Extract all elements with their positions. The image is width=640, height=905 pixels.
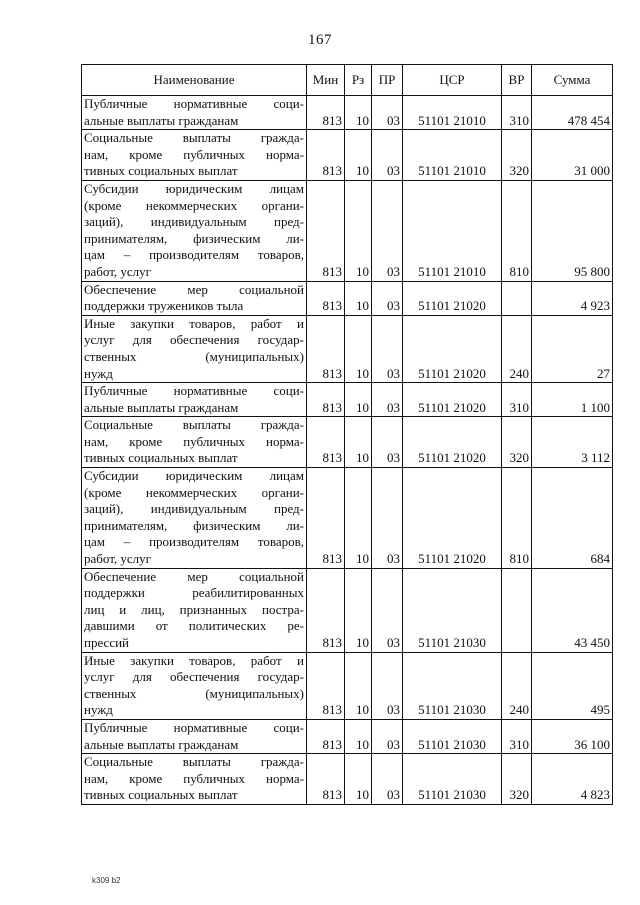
header-rz: Рз xyxy=(345,65,372,96)
row-min-cell: 813 xyxy=(307,180,345,281)
row-sum-cell: 31 000 xyxy=(532,130,613,181)
row-csr-cell: 51101 21020 xyxy=(403,468,502,569)
table-row xyxy=(82,383,613,417)
row-name-line: нужд xyxy=(84,365,113,381)
row-name-cell xyxy=(82,315,307,382)
row-csr-cell: 51101 21010 xyxy=(403,96,502,130)
row-sum-cell: 43 450 xyxy=(532,568,613,652)
row-name-line: альные выплаты гражданам xyxy=(84,112,239,128)
row-min-cell: 813 xyxy=(307,754,345,805)
table-row xyxy=(82,130,613,181)
row-name-line: нужд xyxy=(84,702,113,718)
row-rz-cell: 10 xyxy=(345,468,372,569)
row-sum-cell: 495 xyxy=(532,652,613,719)
row-vr-cell: 240 xyxy=(502,315,532,382)
row-name-line: Социальные выплаты гражда- xyxy=(84,130,304,146)
row-sum-cell: 1 100 xyxy=(532,383,613,417)
row-min-cell: 813 xyxy=(307,96,345,130)
row-name-cell xyxy=(82,180,307,281)
row-vr-cell: 320 xyxy=(502,754,532,805)
row-vr-cell: 810 xyxy=(502,468,532,569)
row-rz-cell: 10 xyxy=(345,130,372,181)
row-name-cell xyxy=(82,568,307,652)
row-name-cell xyxy=(82,652,307,719)
row-name-line: (кроме некоммерческих органи- xyxy=(84,484,304,500)
row-min-cell: 813 xyxy=(307,130,345,181)
row-name-line: ственных (муниципальных) xyxy=(84,348,304,364)
row-name-cell xyxy=(82,719,307,753)
header-vr: ВР xyxy=(502,65,532,96)
row-name-line: ственных (муниципальных) xyxy=(84,685,304,701)
row-name-line: (кроме некоммерческих органи- xyxy=(84,197,304,213)
row-name-line: лиц и лиц, признанных постра- xyxy=(84,601,304,617)
row-rz-cell: 10 xyxy=(345,568,372,652)
page-number: 167 xyxy=(308,32,332,48)
row-pr-cell: 03 xyxy=(372,417,403,468)
table-row xyxy=(82,96,613,130)
header-name: Наименование xyxy=(82,65,307,96)
row-name-cell xyxy=(82,96,307,130)
row-name-line: Субсидии юридическим лицам xyxy=(84,468,304,484)
row-sum-cell: 95 800 xyxy=(532,180,613,281)
row-name-line: Публичные нормативные соци- xyxy=(84,96,304,111)
row-csr-cell: 51101 21030 xyxy=(403,719,502,753)
header-sum: Сумма xyxy=(532,65,613,96)
row-pr-cell: 03 xyxy=(372,130,403,181)
row-name-line: нам, кроме публичных норма- xyxy=(84,146,304,162)
row-rz-cell: 10 xyxy=(345,719,372,753)
row-name-line: тивных социальных выплат xyxy=(84,787,238,803)
row-vr-cell xyxy=(502,281,532,315)
row-vr-cell: 810 xyxy=(502,180,532,281)
row-csr-cell: 51101 21020 xyxy=(403,417,502,468)
row-vr-cell: 240 xyxy=(502,652,532,719)
row-pr-cell: 03 xyxy=(372,96,403,130)
row-name-line: заций), индивидуальным пред- xyxy=(84,501,304,517)
row-csr-cell: 51101 21020 xyxy=(403,383,502,417)
row-csr-cell: 51101 21020 xyxy=(403,281,502,315)
row-name-line: поддержки реабилитированных xyxy=(84,585,304,601)
row-vr-cell xyxy=(502,568,532,652)
row-pr-cell: 03 xyxy=(372,383,403,417)
row-pr-cell: 03 xyxy=(372,315,403,382)
row-vr-cell: 310 xyxy=(502,383,532,417)
row-sum-cell: 684 xyxy=(532,468,613,569)
row-name-line: Иные закупки товаров, работ и xyxy=(84,652,304,668)
row-name-line: Обеспечение мер социальной xyxy=(84,568,304,584)
row-name-line: Иные закупки товаров, работ и xyxy=(84,315,304,331)
table-row xyxy=(82,468,613,569)
row-name-cell xyxy=(82,281,307,315)
row-csr-cell: 51101 21030 xyxy=(403,568,502,652)
row-name-line: цам – производителям товаров, xyxy=(84,534,304,550)
row-sum-cell: 4 923 xyxy=(532,281,613,315)
row-pr-cell: 03 xyxy=(372,652,403,719)
row-name-cell xyxy=(82,383,307,417)
row-name-line: заций), индивидуальным пред- xyxy=(84,214,304,230)
table-header-row xyxy=(82,65,613,96)
row-name-line: тивных социальных выплат xyxy=(84,163,238,179)
row-name-line: альные выплаты гражданам xyxy=(84,399,239,415)
row-rz-cell: 10 xyxy=(345,652,372,719)
row-name-line: давшими от политических ре- xyxy=(84,618,304,634)
row-min-cell: 813 xyxy=(307,417,345,468)
row-rz-cell: 10 xyxy=(345,281,372,315)
row-csr-cell: 51101 21030 xyxy=(403,754,502,805)
row-vr-cell: 310 xyxy=(502,96,532,130)
row-vr-cell: 310 xyxy=(502,719,532,753)
row-name-cell xyxy=(82,468,307,569)
table-row xyxy=(82,417,613,468)
row-rz-cell: 10 xyxy=(345,315,372,382)
row-name-line: тивных социальных выплат xyxy=(84,450,238,466)
row-pr-cell: 03 xyxy=(372,754,403,805)
row-sum-cell: 36 100 xyxy=(532,719,613,753)
row-sum-cell: 478 454 xyxy=(532,96,613,130)
row-min-cell: 813 xyxy=(307,468,345,569)
row-name-line: услуг для обеспечения государ- xyxy=(84,669,304,685)
row-vr-cell: 320 xyxy=(502,417,532,468)
document-code: k309 b2 xyxy=(92,876,121,885)
row-rz-cell: 10 xyxy=(345,417,372,468)
row-sum-cell: 3 112 xyxy=(532,417,613,468)
row-name-line: поддержки тружеников тыла xyxy=(84,298,244,314)
header-csr: ЦСР xyxy=(403,65,502,96)
row-rz-cell: 10 xyxy=(345,754,372,805)
row-name-line: прессий xyxy=(84,635,130,650)
row-min-cell: 813 xyxy=(307,315,345,382)
table-row xyxy=(82,180,613,281)
row-rz-cell: 10 xyxy=(345,383,372,417)
table-row xyxy=(82,652,613,719)
row-pr-cell: 03 xyxy=(372,281,403,315)
row-name-line: принимателям, физическим ли- xyxy=(84,517,304,533)
row-name-line: работ, услуг xyxy=(84,551,152,567)
table-row xyxy=(82,281,613,315)
row-rz-cell: 10 xyxy=(345,96,372,130)
row-name-line: нам, кроме публичных норма- xyxy=(84,433,304,449)
table-row xyxy=(82,568,613,652)
table-row xyxy=(82,719,613,753)
row-name-line: цам – производителям товаров, xyxy=(84,247,304,263)
row-name-cell xyxy=(82,130,307,181)
row-name-line: Субсидии юридическим лицам xyxy=(84,180,304,196)
row-name-line: услуг для обеспечения государ- xyxy=(84,332,304,348)
header-pr: ПР xyxy=(372,65,403,96)
row-min-cell: 813 xyxy=(307,719,345,753)
row-pr-cell: 03 xyxy=(372,719,403,753)
row-name-line: Публичные нормативные соци- xyxy=(84,719,304,735)
row-min-cell: 813 xyxy=(307,383,345,417)
row-rz-cell: 10 xyxy=(345,180,372,281)
row-vr-cell: 320 xyxy=(502,130,532,181)
row-name-cell xyxy=(82,754,307,805)
row-name-line: работ, услуг xyxy=(84,263,152,279)
table-row xyxy=(82,315,613,382)
row-min-cell: 813 xyxy=(307,652,345,719)
row-csr-cell: 51101 21030 xyxy=(403,652,502,719)
row-csr-cell: 51101 21020 xyxy=(403,315,502,382)
header-min: Мин xyxy=(307,65,345,96)
budget-table xyxy=(81,64,613,805)
row-name-line: Социальные выплаты гражда- xyxy=(84,417,304,433)
table-row xyxy=(82,754,613,805)
row-name-line: Обеспечение мер социальной xyxy=(84,281,304,297)
row-csr-cell: 51101 21010 xyxy=(403,130,502,181)
row-pr-cell: 03 xyxy=(372,180,403,281)
row-name-line: принимателям, физическим ли- xyxy=(84,230,304,246)
row-name-cell xyxy=(82,417,307,468)
row-name-line: Социальные выплаты гражда- xyxy=(84,754,304,770)
row-pr-cell: 03 xyxy=(372,568,403,652)
row-name-line: нам, кроме публичных норма- xyxy=(84,770,304,786)
row-csr-cell: 51101 21010 xyxy=(403,180,502,281)
row-pr-cell: 03 xyxy=(372,468,403,569)
row-min-cell: 813 xyxy=(307,568,345,652)
table-body xyxy=(82,96,613,805)
row-sum-cell: 4 823 xyxy=(532,754,613,805)
row-min-cell: 813 xyxy=(307,281,345,315)
row-name-line: Публичные нормативные соци- xyxy=(84,383,304,399)
row-name-line: альные выплаты гражданам xyxy=(84,736,239,752)
row-sum-cell: 27 xyxy=(532,315,613,382)
